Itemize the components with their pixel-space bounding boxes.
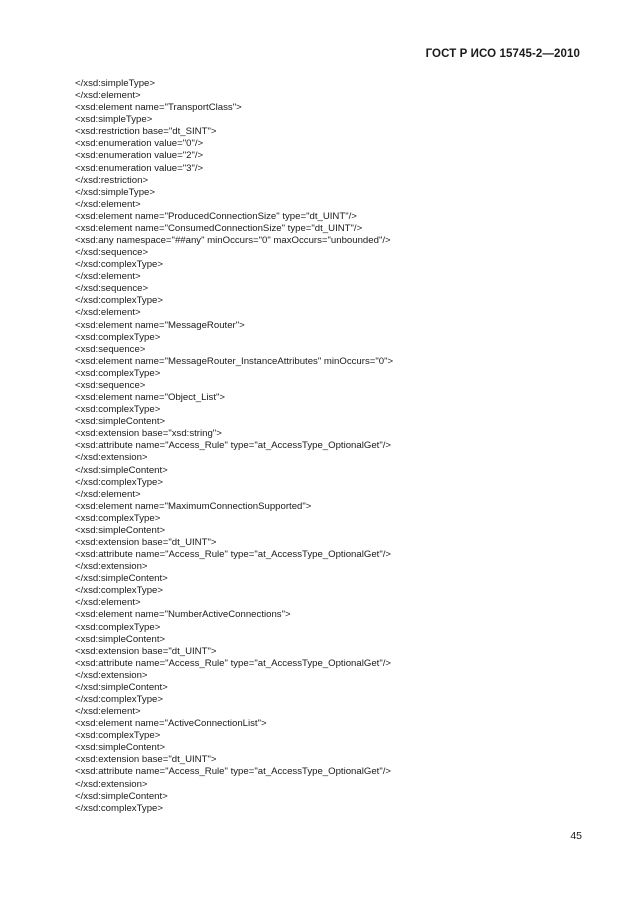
code-line: </xsd:simpleContent>: [75, 681, 168, 693]
code-line: <xsd:complexType>: [75, 512, 161, 524]
code-line: </xsd:extension>: [75, 669, 148, 681]
code-line: </xsd:element>: [75, 307, 141, 319]
code-line: </xsd:simpleType>: [75, 186, 155, 198]
code-line: <xsd:simpleContent>: [75, 524, 166, 536]
code-line: <xsd:element name="ProducedConnectionSize" type="dt_UINT"/>: [75, 210, 357, 222]
code-line: </xsd:sequence>: [75, 283, 149, 295]
code-line: </xsd:element>: [75, 198, 141, 210]
code-line: <xsd:element name="Object_List">: [75, 392, 226, 404]
code-line: <xsd:extension base="dt_UINT">: [75, 754, 217, 766]
code-line: <xsd:element name="MessageRouter">: [75, 319, 245, 331]
code-line: <xsd:attribute name="Access_Rule" type="at_AccessType_OptionalGet"/>: [75, 549, 391, 561]
code-line: <xsd:complexType>: [75, 331, 161, 343]
code-line: <xsd:element name="ActiveConnectionList">: [75, 718, 267, 730]
code-line: <xsd:attribute name="Access_Rule" type="at_AccessType_OptionalGet"/>: [75, 657, 391, 669]
code-line: <xsd:complexType>: [75, 404, 161, 416]
code-line: <xsd:element name="ConsumedConnectionSize" type="dt_UINT"/>: [75, 222, 363, 234]
code-line: <xsd:element name="MessageRouter_InstanceAttributes" minOccurs="0">: [75, 355, 394, 367]
code-line: </xsd:element>: [75, 271, 141, 283]
code-line: <xsd:extension base="xsd:string">: [75, 428, 222, 440]
code-line: </xsd:sequence>: [75, 247, 149, 259]
code-line: </xsd:complexType>: [75, 476, 163, 488]
code-line: <xsd:complexType>: [75, 730, 161, 742]
code-line: <xsd:extension base="dt_UINT">: [75, 645, 217, 657]
code-line: </xsd:extension>: [75, 452, 148, 464]
code-line: </xsd:simpleType>: [75, 78, 155, 89]
code-line: </xsd:complexType>: [75, 802, 163, 814]
code-line: <xsd:complexType>: [75, 621, 161, 633]
code-line: </xsd:extension>: [75, 778, 148, 790]
code-line: <xsd:simpleContent>: [75, 416, 166, 428]
code-line: <xsd:simpleContent>: [75, 742, 166, 754]
code-line: <xsd:any namespace="##any" minOccurs="0" maxOccurs="unbounded"/>: [75, 235, 391, 247]
code-line: <xsd:simpleType>: [75, 114, 153, 126]
code-line: </xsd:simpleContent>: [75, 464, 168, 476]
code-line: <xsd:attribute name="Access_Rule" type="at_AccessType_OptionalGet"/>: [75, 440, 391, 452]
code-line: <xsd:element name="TransportClass">: [75, 102, 242, 114]
code-line: </xsd:complexType>: [75, 259, 163, 271]
page-number: 45: [570, 830, 582, 842]
code-line: </xsd:element>: [75, 597, 141, 609]
code-line: <xsd:element name="NumberActiveConnections">: [75, 609, 291, 621]
code-line: <xsd:enumeration value="0"/>: [75, 138, 204, 150]
code-line: <xsd:sequence>: [75, 343, 146, 355]
code-line: </xsd:element>: [75, 90, 141, 102]
code-line: <xsd:simpleContent>: [75, 633, 166, 645]
code-line: </xsd:element>: [75, 488, 141, 500]
xsd-code-listing: [75, 78, 393, 815]
code-line: </xsd:complexType>: [75, 295, 163, 307]
code-line: <xsd:enumeration value="3"/>: [75, 162, 204, 174]
code-line: <xsd:sequence>: [75, 379, 146, 391]
code-line: </xsd:simpleContent>: [75, 790, 168, 802]
code-line: <xsd:attribute name="Access_Rule" type="at_AccessType_OptionalGet"/>: [75, 766, 391, 778]
code-line: </xsd:complexType>: [75, 585, 163, 597]
code-line: </xsd:restriction>: [75, 174, 149, 186]
code-line: </xsd:extension>: [75, 561, 148, 573]
code-line: <xsd:enumeration value="2"/>: [75, 150, 204, 162]
document-header: ГОСТ Р ИСО 15745-2—2010: [425, 48, 580, 60]
code-line: </xsd:complexType>: [75, 693, 163, 705]
code-line: <xsd:restriction base="dt_SINT">: [75, 126, 217, 138]
code-line: </xsd:element>: [75, 706, 141, 718]
code-line: <xsd:complexType>: [75, 367, 161, 379]
code-line: <xsd:element name="MaximumConnectionSupported">: [75, 500, 312, 512]
code-line: </xsd:simpleContent>: [75, 573, 168, 585]
code-line: <xsd:extension base="dt_UINT">: [75, 536, 217, 548]
